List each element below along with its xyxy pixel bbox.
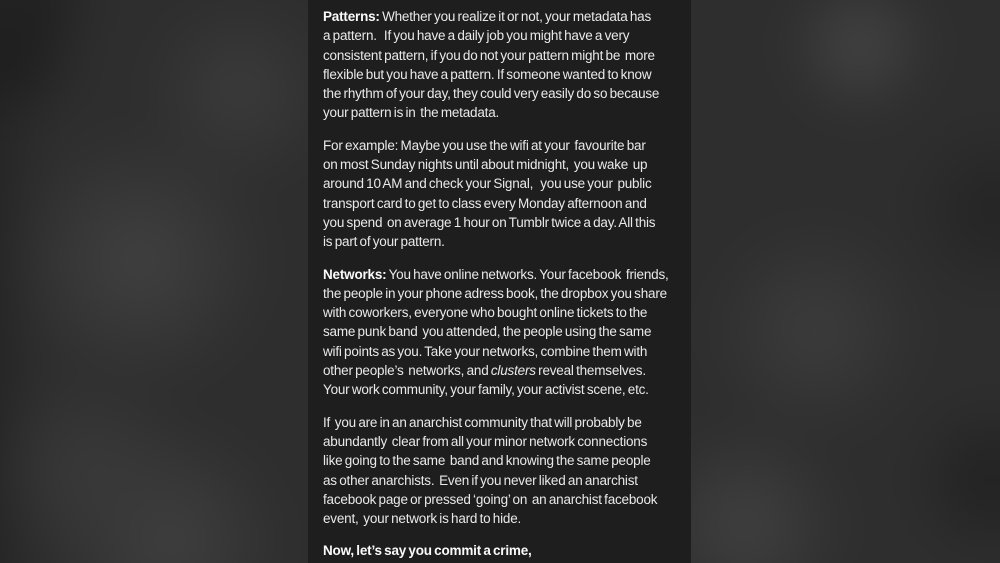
post-paragraph: [323, 541, 676, 560]
post-text-line: Networks: You have online networks. Your facebook friends,: [323, 266, 669, 282]
post-text-line: flexible but you have a pattern. If someone wanted to know: [323, 66, 652, 82]
post-text-line: the people in your phone adress book, the dropbox you share: [323, 285, 667, 301]
post-text-line: your pattern is in the metadata.: [323, 105, 500, 121]
post-text-line: transport card to get to class every Monday afternoon and: [323, 195, 647, 211]
post-text-line: same punk band you attended, the people using the same: [323, 324, 652, 340]
post-text-line: Now, let’s say you commit a crime,: [323, 543, 532, 559]
post-text-line: like going to the same band and knowing the same people: [323, 453, 651, 469]
post-paragraph: [323, 136, 676, 252]
post-text-line: event, your network is hard to hide.: [323, 511, 522, 527]
post-text-line: you spend on average 1 hour on Tumblr twice a day. All this: [323, 214, 656, 230]
post-text-line: Patterns: Whether you realize it or not, your metadata has: [323, 9, 652, 24]
post-text-line: consistent pattern, if you do not your pattern might be more: [323, 47, 655, 63]
post-text-line: wifi points as you. Take your networks, combine them with: [323, 343, 648, 359]
post-text-line: other people’s networks, and clusters reveal themselves.: [323, 363, 646, 379]
post-column: [308, 0, 691, 563]
post-text-line: a pattern. If you have a daily job you might have a very: [323, 28, 630, 44]
post-paragraph: [323, 7, 676, 123]
post-text-line: with coworkers, everyone who bought online tickets to the: [323, 305, 648, 321]
post-text-line: as other anarchists. Even if you never liked an anarchist: [323, 472, 638, 488]
post-text-line: facebook page or pressed ‘going’ on an anarchist facebook: [323, 491, 658, 507]
post-text-line: Your work community, your family, your activist scene, etc.: [323, 382, 649, 398]
post-paragraph: [323, 413, 676, 529]
post-text-line: on most Sunday nights until about midnight, you wake up: [323, 157, 648, 173]
post-text-line: abundantly clear from all your minor network connections: [323, 433, 648, 449]
post-text-line: is part of your pattern.: [323, 234, 445, 250]
post-text-line: the rhythm of your day, they could very easily do so because: [323, 86, 660, 102]
post-text-line: around 10 AM and check your Signal, you use your public: [323, 176, 652, 192]
post-paragraph: [323, 265, 676, 400]
post-text-line: If you are in an anarchist community that will probably be: [323, 414, 642, 430]
post-text-line: For example: Maybe you use the wifi at your favourite bar: [323, 137, 646, 153]
